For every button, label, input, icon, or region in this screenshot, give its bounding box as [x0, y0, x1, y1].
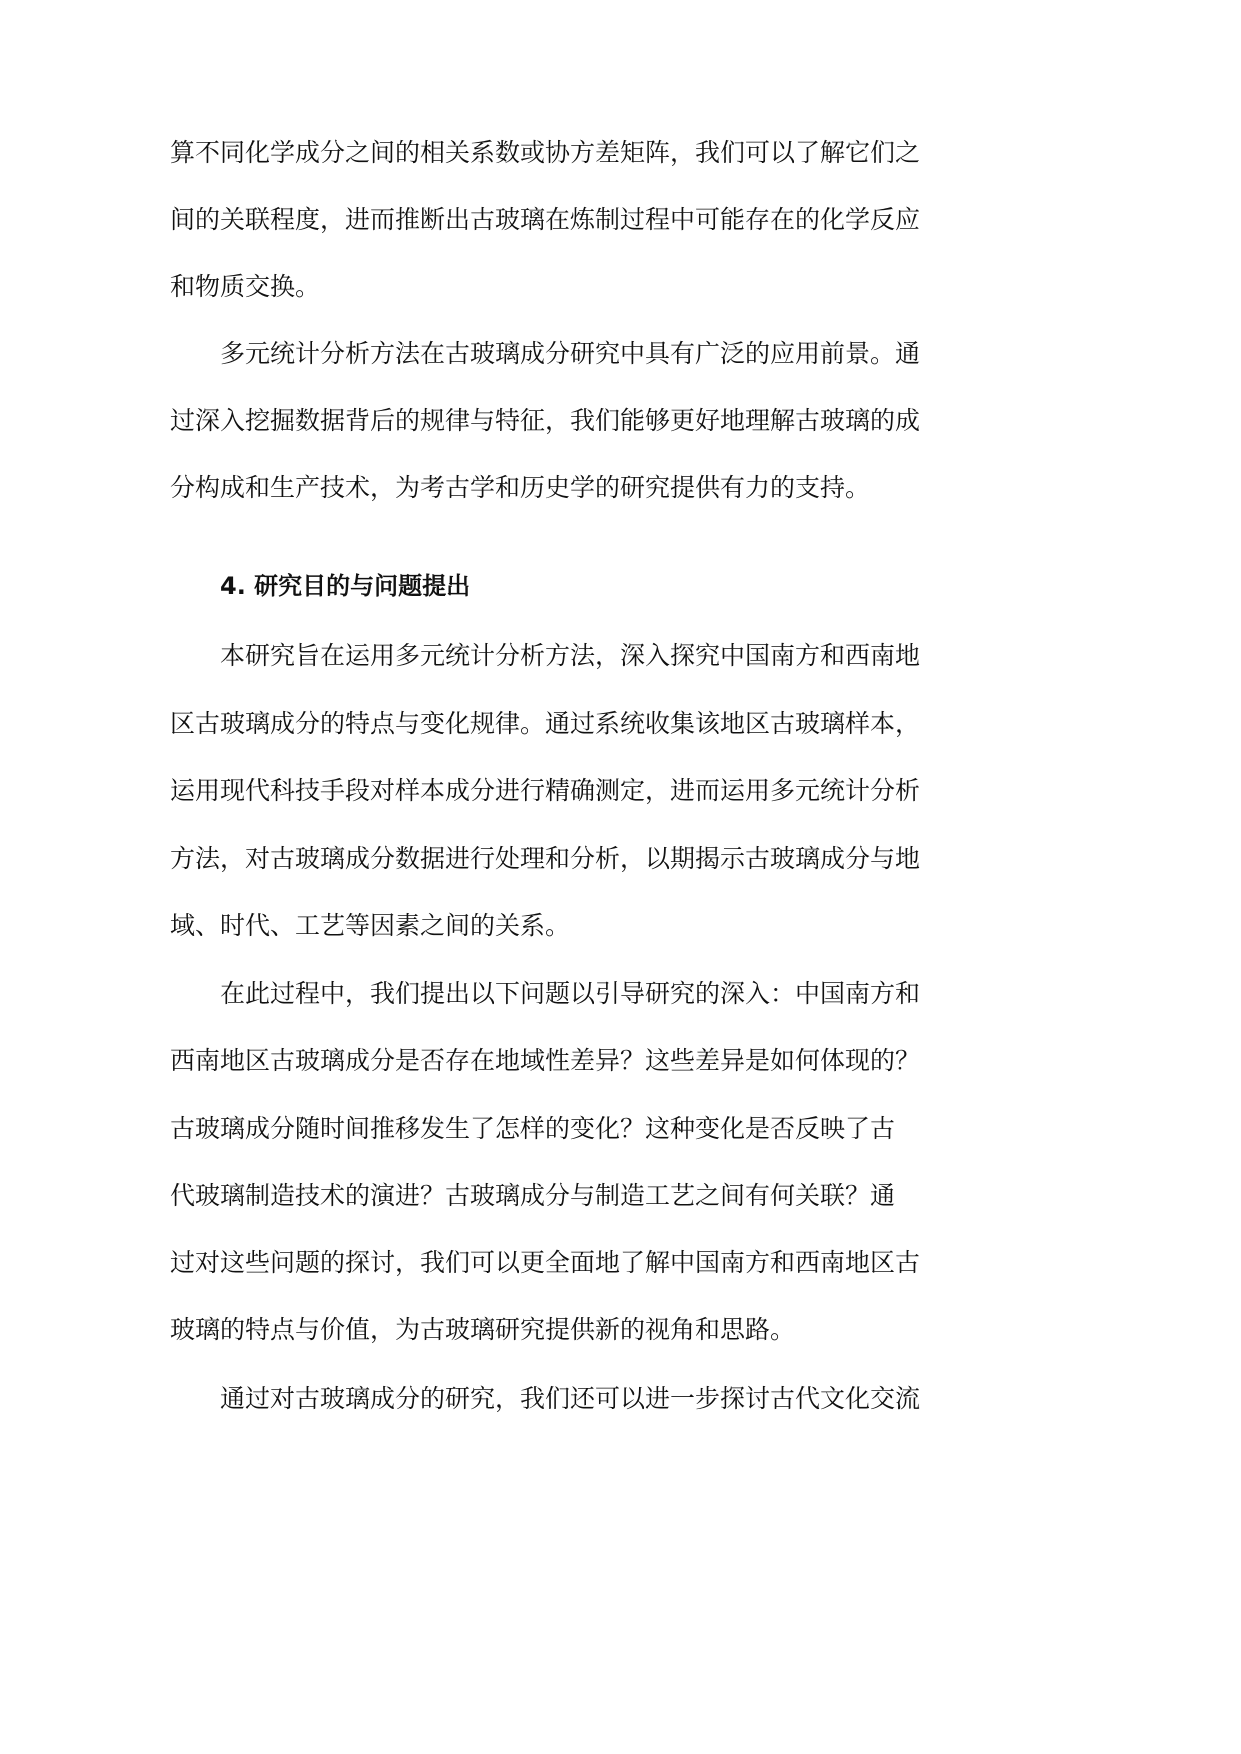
text-line: 通过对古玻璃成分的研究，我们还可以进一步探讨古代文化交流	[220, 1384, 921, 1413]
text-line: 古玻璃成分随时间推移发生了怎样的变化？这种变化是否反映了古	[170, 1114, 896, 1143]
text-line: 过深入挖掘数据背后的规律与特征，我们能够更好地理解古玻璃的成	[170, 406, 921, 435]
text-line: 和物质交换。	[170, 272, 321, 301]
text-line: 方法，对古玻璃成分数据进行处理和分析，以期揭示古玻璃成分与地	[170, 844, 921, 873]
text-line: 多元统计分析方法在古玻璃成分研究中具有广泛的应用前景。通	[220, 339, 921, 368]
text-line: 在此过程中，我们提出以下问题以引导研究的深入：中国南方和	[220, 979, 921, 1008]
text-line: 玻璃的特点与价值，为古玻璃研究提供新的视角和思路。	[170, 1315, 796, 1344]
text-line: 代玻璃制造技术的演进？古玻璃成分与制造工艺之间有何关联？通	[170, 1181, 896, 1210]
text-line: 区古玻璃成分的特点与变化规律。通过系统收集该地区古玻璃样本，	[170, 709, 921, 738]
text-line: 域、时代、工艺等因素之间的关系。	[170, 911, 571, 940]
text-line: 间的关联程度，进而推断出古玻璃在炼制过程中可能存在的化学反应	[170, 205, 921, 234]
text-line: 过对这些问题的探讨，我们可以更全面地了解中国南方和西南地区古	[170, 1248, 921, 1277]
text-line: 分构成和生产技术，为考古学和历史学的研究提供有力的支持。	[170, 473, 871, 502]
text-line: 本研究旨在运用多元统计分析方法，深入探究中国南方和西南地	[220, 641, 921, 670]
text-line: 算不同化学成分之间的相关系数或协方差矩阵，我们可以了解它们之	[170, 138, 921, 167]
text-line: 运用现代科技手段对样本成分进行精确测定，进而运用多元统计分析	[170, 776, 921, 805]
text-line: 西南地区古玻璃成分是否存在地域性差异？这些差异是如何体现的？	[170, 1046, 921, 1075]
section-heading: 4. 研究目的与问题提出	[220, 572, 471, 600]
